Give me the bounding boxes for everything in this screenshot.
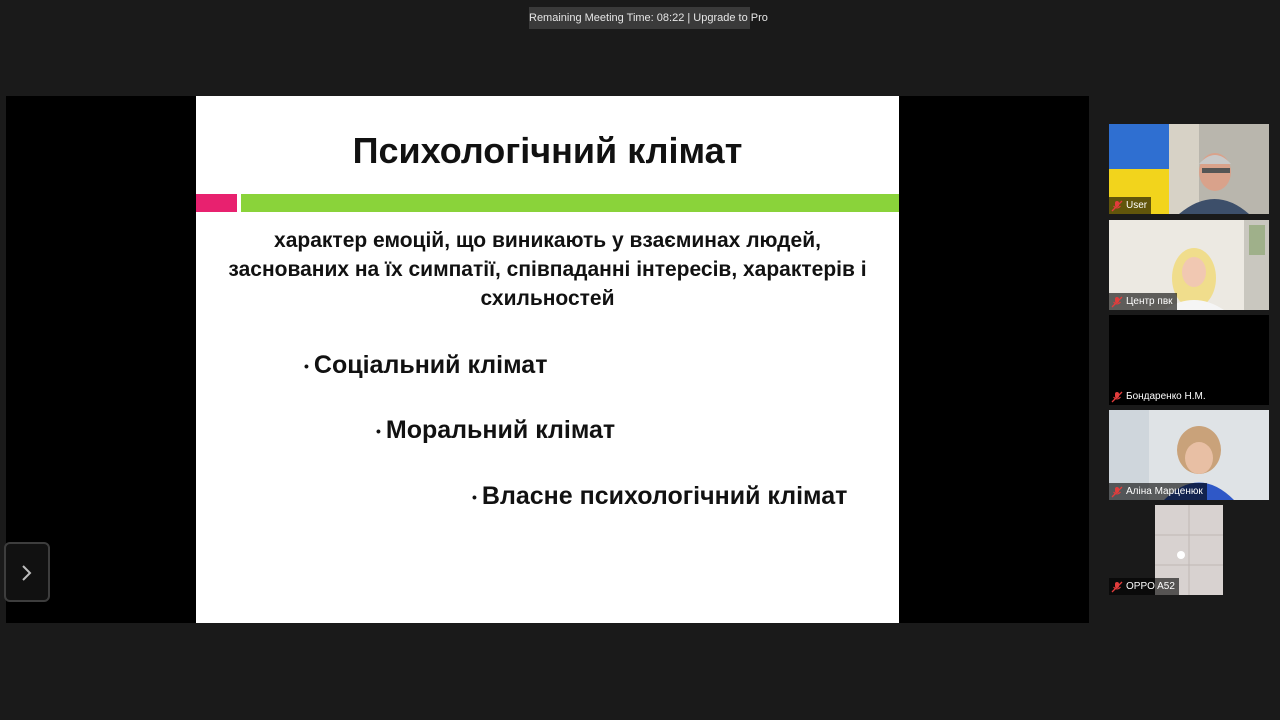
slide-bullet [376,416,615,445]
participant-tile[interactable] [1109,505,1269,595]
bullet-text: Соціальний клімат [313,351,548,379]
participant-tile[interactable] [1109,410,1269,500]
remaining-time-banner[interactable]: Remaining Meeting Time: 08:22 | Upgrade to Pro [529,7,750,29]
bullet-dot: • [472,489,477,506]
participant-name: Бондаренко Н.М. [1126,391,1206,402]
slide-bullet [304,351,547,380]
muted-mic-icon [1111,486,1123,498]
muted-mic-icon [1111,200,1123,212]
bullet-dot: • [304,358,309,375]
participant-tile[interactable] [1109,315,1269,405]
bullet-dot: • [376,423,381,440]
slide-bullet [472,482,847,511]
participant-name: User [1126,200,1148,211]
slide-description: характер емоцій, що виникають у взаєминах людей, заснованих на їх симпатії, співпаданні інтересів, характерів і схильностей [228,229,867,310]
muted-mic-icon [1111,296,1123,308]
bullet-text: Моральний клімат [385,416,616,444]
participant-name-tag [1109,388,1210,405]
participant-name-tag [1109,483,1207,500]
accent-bar-green [241,194,899,212]
participant-name: Аліна Марценюк [1126,486,1203,497]
participant-tile[interactable] [1109,220,1269,310]
participant-name: OPPO A52 [1126,581,1175,592]
participant-tile[interactable] [1109,124,1269,214]
participant-name: Центр пвк [1126,296,1173,307]
expand-panel-button[interactable] [4,542,50,602]
screen-share-area [6,96,1089,623]
chevron-right-icon [20,564,34,582]
slide-title: Психологічний клімат [352,130,743,171]
muted-mic-icon [1111,581,1123,593]
muted-mic-icon [1111,391,1123,403]
bullet-text: Власне психологічний клімат [481,482,848,510]
accent-bar-pink [196,194,237,212]
presentation-slide [196,96,899,623]
participant-name-tag [1109,578,1179,595]
participant-name-tag [1109,293,1177,310]
participant-name-tag [1109,197,1151,214]
